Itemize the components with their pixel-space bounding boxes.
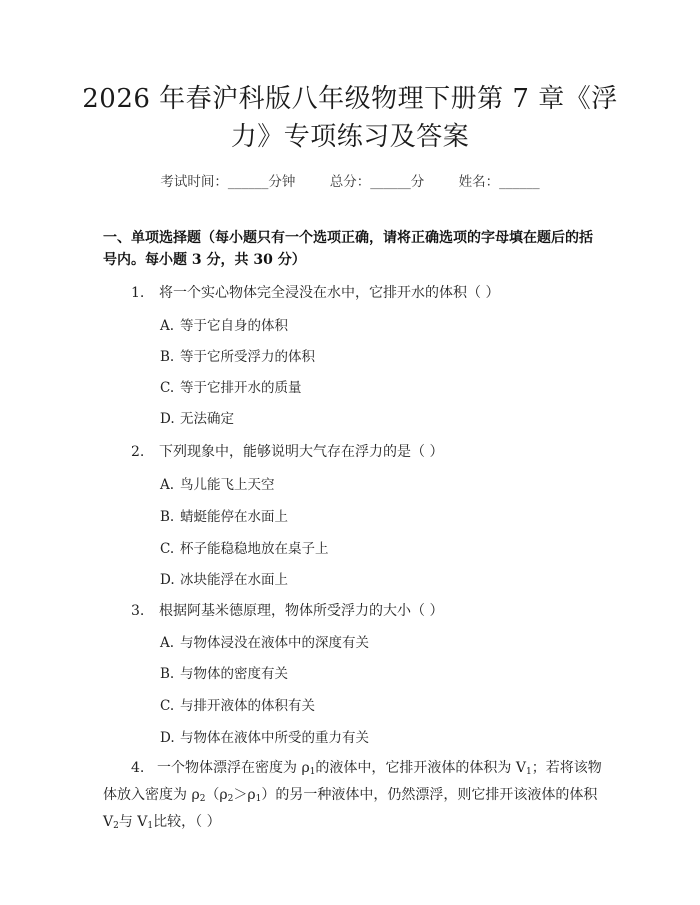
option-3b: B. 与物体的密度有关 (160, 666, 288, 682)
section-line-2: 号内。每小题 3 分，共 30 分） (103, 252, 306, 268)
option-1c: C. 等于它排开水的质量 (160, 380, 302, 396)
name-label: 姓名： (458, 174, 500, 190)
question-3 (131, 600, 443, 620)
question-1 (131, 282, 499, 302)
title-line-2: 力》专项练习及答案 (230, 122, 470, 152)
option-1b: B. 等于它所受浮力的体积 (160, 349, 315, 365)
option-1d: D. 无法确定 (160, 411, 234, 427)
page-title (60, 80, 640, 156)
section-heading (103, 227, 603, 271)
time-unit: 分钟 (268, 174, 296, 190)
question-4-line-1: 4. 一个物体漂浮在密度为 $\rho_1$的液体中，它排开液体的体积为 $V_1$；若将该物 (103, 757, 603, 784)
title-line-1: 2026 年春沪科版八年级物理下册第 7 章《浮 (82, 84, 618, 114)
time-label: 考试时间： (160, 174, 228, 190)
question-4 (103, 757, 603, 838)
question-text: 根据阿基米德原理，物体所受浮力的大小（ ） (159, 603, 444, 619)
question-number: 3. (131, 603, 145, 619)
question-2 (131, 441, 443, 461)
score-label: 总分： (329, 174, 371, 190)
question-text: 下列现象中，能够说明大气存在浮力的是（ ） (159, 444, 444, 460)
name-blank: ______ (499, 174, 540, 190)
option-3d: D. 与物体在液体中所受的重力有关 (160, 730, 369, 746)
option-3a: A. 与物体浸没在液体中的深度有关 (160, 635, 369, 651)
exam-info (0, 170, 700, 190)
question-4-line-3: $V_2$与 $V_1$比较，（ ） (103, 814, 221, 831)
question-number: 2. (131, 444, 145, 460)
option-2b: B. 蜻蜓能停在水面上 (160, 509, 288, 525)
option-2d: D. 冰块能浮在水面上 (160, 572, 288, 588)
option-1a: A. 等于它自身的体积 (160, 318, 288, 334)
time-blank: ______ (227, 174, 269, 190)
score-unit: 分 (410, 174, 425, 190)
option-2a: A. 鸟儿能飞上天空 (160, 477, 275, 493)
question-number: 4. (131, 760, 145, 776)
option-3c: C. 与排开液体的体积有关 (160, 698, 315, 714)
question-4-line-2: 体放入密度为 $\rho_2(\rho_2>\rho_1)$的另一种液体中，仍然漂浮，则它排开该液体的体积 (103, 787, 598, 804)
score-blank: ______ (370, 174, 411, 190)
question-text: 将一个实心物体完全浸没在水中，它排开水的体积（ ） (159, 285, 500, 301)
section-line-1: 一、单项选择题（每小题只有一个选项正确，请将正确选项的字母填在题后的括 (103, 230, 593, 246)
question-number: 1. (131, 285, 145, 301)
option-2c: C. 杯子能稳稳地放在桌子上 (160, 541, 329, 557)
